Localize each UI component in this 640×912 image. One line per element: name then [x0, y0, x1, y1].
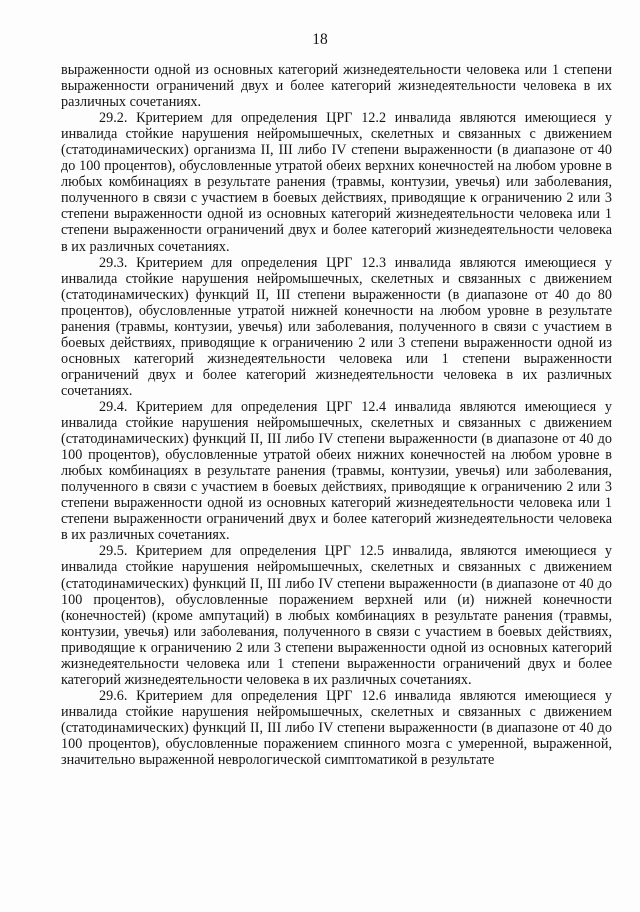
paragraph-29-3: 29.3. Критерием для определения ЦРГ 12.3 инвалида являются имеющиеся у инвалида стойкие нарушения нейромышечных, скелетных и связанных с движением (статодинамических) функций II, III степени выраженности (в диапазоне от 40 до 80 процентов), обусловленные утратой нижней конечности на любом уровне в результате ранения (травмы, контузии, увечья) или заболевания, полученного в связи с участием в боевых действиях, приводящие к ограничению 2 или 3 степени выраженности одной из основных категорий жизнедеятельности человека или 1 степени выраженности ограничений двух и более категорий жизнедеятельности человека в их различных сочетаниях.: [61, 254, 612, 399]
page-number: 18: [312, 31, 328, 48]
paragraph-29-2: 29.2. Критерием для определения ЦРГ 12.2 инвалида являются имеющиеся у инвалида стойкие нарушения нейромышечных, скелетных и связанных с движением (статодинамических) организма II, III либо IV степени выраженности (в диапазоне от 40 до 100 процентов), обусловленные утратой обеих верхних конечностей на любом уровне в любых комбинациях в результате ранения (травмы, контузии, увечья) или заболевания, полученного в связи с участием в боевых действиях, приводящие к ограничению 2 или 3 степени выраженности одной из основных категорий жизнедеятельности человека или 1 степени выраженности ограничений двух и более категорий жизнедеятельности человека в их различных сочетаниях.: [61, 110, 612, 255]
paragraph-29-5: 29.5. Критерием для определения ЦРГ 12.5 инвалида, являются имеющиеся у инвалида стойкие нарушения нейромышечных, скелетных и связанных с движением (статодинамических) функций II, III либо IV степени выраженности (в диапазоне от 40 до 100 процентов), обусловленные поражением верхней или (и) нижней конечности (конечностей) (кроме ампутаций) в любых комбинациях в результате ранения (травмы, контузии, увечья) или заболевания, полученного в связи с участием в боевых действиях, приводящие к ограничению 2 или 3 степени выраженности одной из основных категорий жизнедеятельности человека или 1 степени выраженности ограничений двух и более категорий жизнедеятельности человека в их различных сочетаниях.: [61, 543, 612, 688]
document-body: [61, 62, 612, 768]
paragraph-29-4: 29.4. Критерием для определения ЦРГ 12.4 инвалида являются имеющиеся у инвалида стойкие нарушения нейромышечных, скелетных и связанных с движением (статодинамических) функций II, III либо IV степени выраженности (в диапазоне от 40 до 100 процентов), обусловленные утратой обеих нижних конечностей на любом уровне в любых комбинациях в результате ранения (травмы, контузии, увечья) или заболевания, полученного в связи с участием в боевых действиях, приводящие к ограничению 2 или 3 степени выраженности одной из основных категорий жизнедеятельности человека или 1 степени выраженности ограничений двух и более категорий жизнедеятельности человека в их различных сочетаниях.: [61, 398, 612, 544]
paragraph-continuation: выраженности одной из основных категорий жизнедеятельности человека или 1 степени выраженности ограничений двух и более категорий жизнедеятельности человека в их различных сочетаниях.: [61, 62, 612, 111]
paragraph-29-6: 29.6. Критерием для определения ЦРГ 12.6 инвалида являются имеющиеся у инвалида стойкие нарушения нейромышечных, скелетных и связанных с движением (статодинамических) функций II, III либо IV степени выраженности (в диапазоне от 40 до 100 процентов), обусловленные поражением спинного мозга с умеренной, выраженной, значительно выраженной неврологической симптоматикой в результате: [61, 687, 612, 769]
